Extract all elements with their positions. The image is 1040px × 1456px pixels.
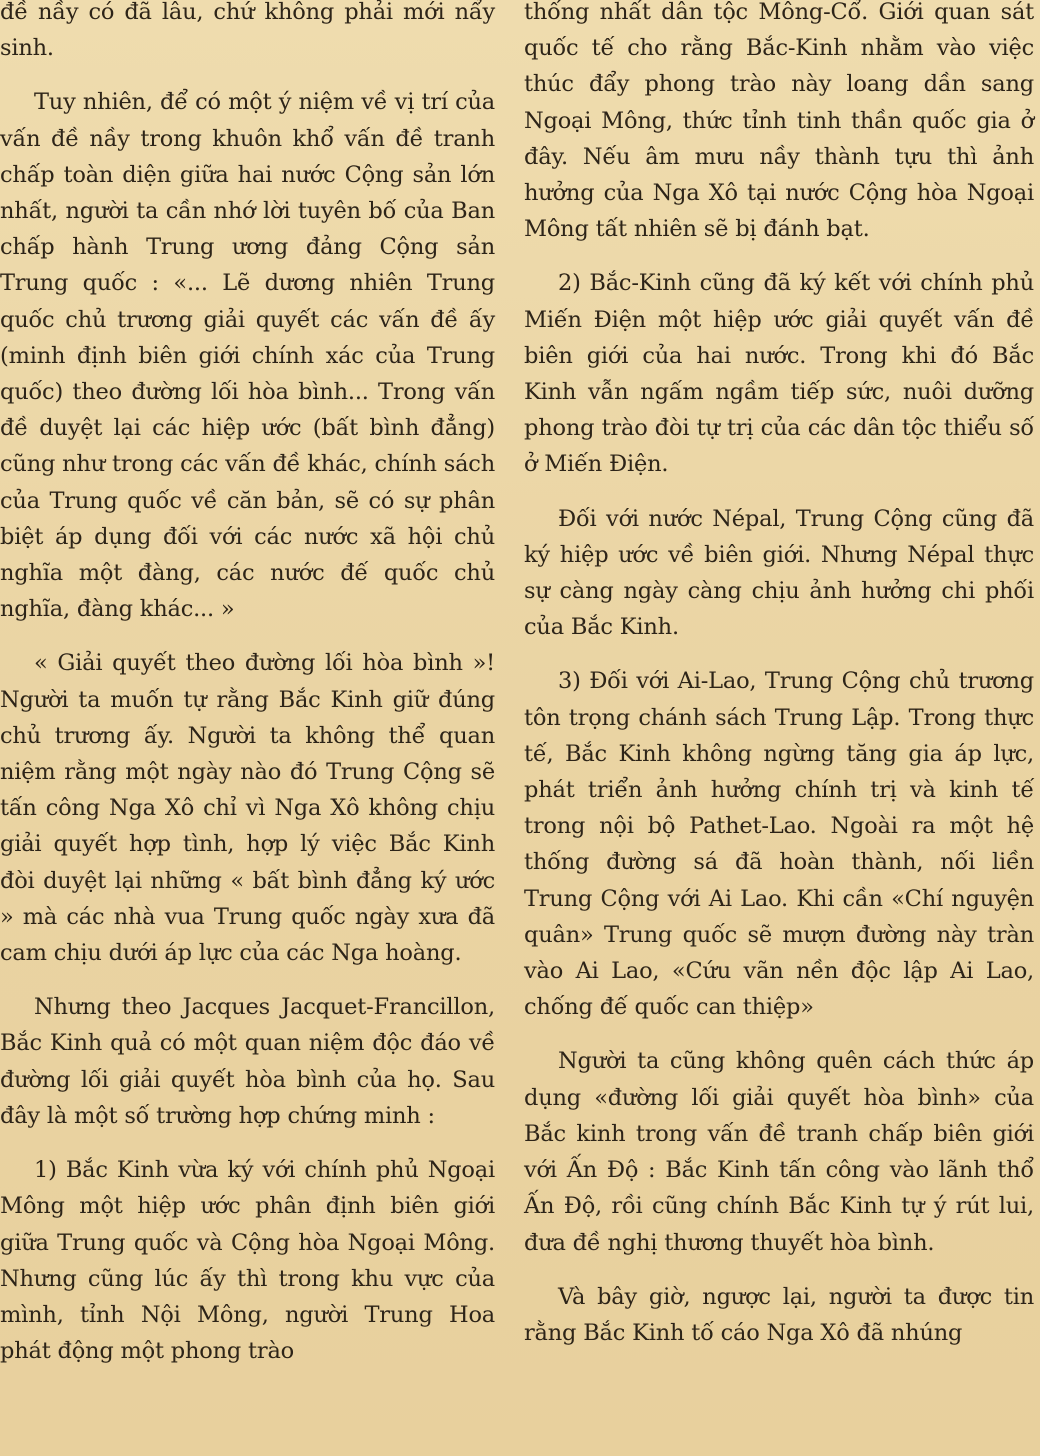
paragraph: « Giải quyết theo đường lối hòa bình »! Người ta muốn tự rằng Bắc Kinh giữ đúng chủ trương ấy. Người ta không thể quan niệm rằng một ngày nào đó Trung Cộng sẽ tấn công Nga Xô chỉ vì Nga Xô không chịu giải quyết hợp tình, hợp lý việc Bắc Kinh đòi duyệt lại những « bất bình đẳng ký ước » mà các nhà vua Trung quốc ngày xưa đã cam chịu dưới áp lực của các Nga hoàng. [0,650,495,967]
left-column [0,0,495,1387]
paragraph: đề nầy có đã lâu, chứ không phải mới nẩy sinh. [0,0,495,62]
paragraph: 2) Bắc-Kinh cũng đã ký kết với chính phủ Miến Điện một hiệp ước giải quyết vấn đề biên giới của hai nước. Trong khi đó Bắc Kinh vẫn ngấm ngầm tiếp sức, nuôi dưỡng phong trào đòi tự trị của các dân tộc thiểu số ở Miến Điện. [524,270,1034,478]
paragraph: Và bây giờ, ngược lại, người ta được tin rằng Bắc Kinh tố cáo Nga Xô đã nhúng [524,1283,1034,1346]
paragraph: 1) Bắc Kinh vừa ký với chính phủ Ngoại Mông một hiệp ước phân định biên giới giữa Trung quốc và Cộng hòa Ngoại Mông. Nhưng cũng lúc ấy thì trong khu vực của mình, tỉnh Nội Mông, người Trung Hoa phát động một phong trào [0,1157,495,1365]
paragraph: Đối với nước Népal, Trung Cộng cũng đã ký hiệp ước về biên giới. Nhưng Népal thực sự càng ngày càng chịu ảnh hưởng chi phối của Bắc Kinh. [524,505,1034,641]
paragraph: Người ta cũng không quên cách thức áp dụng «đường lối giải quyết hòa bình» của Bắc kinh trong vấn đề tranh chấp biên giới với Ấn Độ : Bắc Kinh tấn công vào lãnh thổ Ấn Độ, rồi cũng chính Bắc Kinh tự ý rút lui, đưa đề nghị thương thuyết hòa bình. [524,1048,1034,1256]
paragraph: Tuy nhiên, để có một ý niệm về vị trí của vấn đề nầy trong khuôn khổ vấn đề tranh chấp toàn diện giữa hai nước Cộng sản lớn nhất, người ta cần nhớ lời tuyên bố của Ban chấp hành Trung ương đảng Cộng sản Trung quốc : «... Lẽ dương nhiên Trung quốc chủ trương giải quyết các vấn đề ấy (minh định biên giới chính xác của Trung quốc) theo đường lối hòa bình... Trong vấn đề duyệt lại các hiệp ước (bất bình đẳng) cũng như trong các vấn đề khác, chính sách của Trung quốc về căn bản, sẽ có sự phân biệt áp dụng đối với các nước xã hội chủ nghĩa một đàng, các nước đế quốc chủ nghĩa, đàng khác... » [0,89,495,623]
paragraph: Nhưng theo Jacques Jacquet-Francillon, Bắc Kinh quả có một quan niệm độc đáo về đường lối giải quyết hòa bình của họ. Sau đây là một số trường hợp chứng minh : [0,994,495,1129]
paragraph: thống nhất dân tộc Mông-Cổ. Giới quan sát quốc tế cho rằng Bắc-Kinh nhằm vào việc thúc đẩy phong trào này loang dần sang Ngoại Mông, thức tỉnh tinh thần quốc gia ở đây. Nếu âm mưu nầy thành tựu thì ảnh hưởng của Nga Xô tại nước Cộng hòa Ngoại Mông tất nhiên sẽ bị đánh bạt. [524,0,1034,243]
right-column [524,0,1034,1369]
paragraph: 3) Đối với Ai-Lao, Trung Cộng chủ trương tôn trọng chánh sách Trung Lập. Trong thực tế, Bắc Kinh không ngừng tăng gia áp lực, phát triển ảnh hưởng chính trị và kinh tế trong nội bộ Pathet-Lao. Ngoài ra một hệ thống đường sá đã hoàn thành, nối liền Trung Cộng với Ai Lao. Khi cần «Chí nguyện quân» Trung quốc sẽ mượn đường này tràn vào Ai Lao, «Cứu vãn nền độc lập Ai Lao, chống đế quốc can thiệp» [524,668,1034,1021]
